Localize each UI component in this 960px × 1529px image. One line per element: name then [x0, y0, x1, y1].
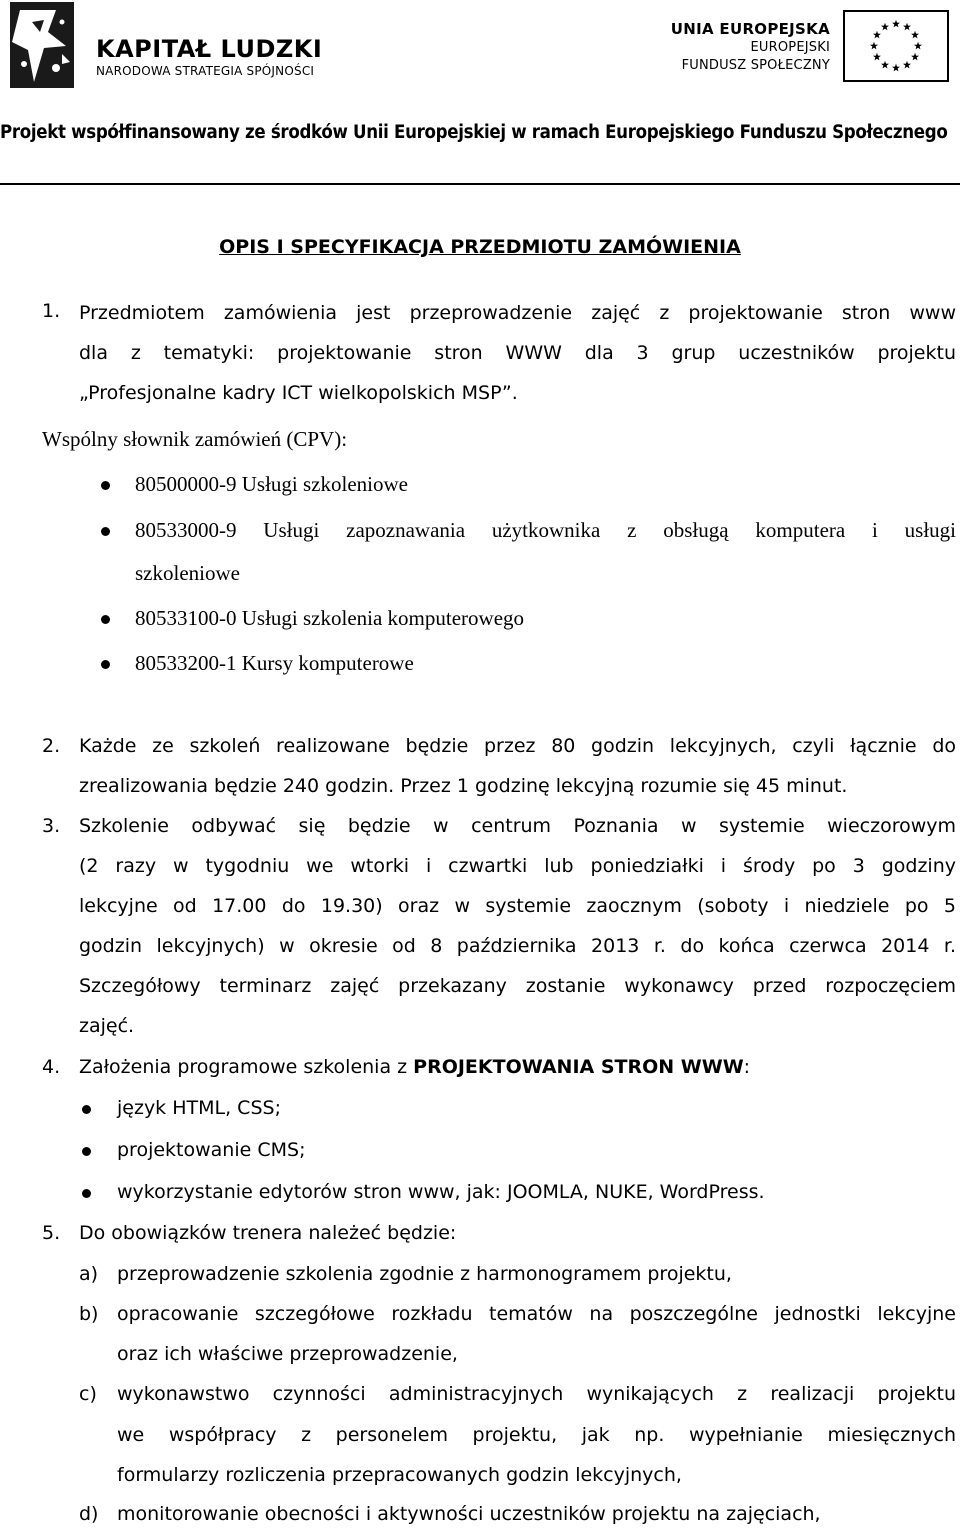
eu-line-2: EUROPEJSKI	[750, 40, 830, 55]
eu-star-icon	[870, 42, 878, 50]
eu-fund-text	[671, 20, 830, 75]
page-title: OPIS I SPECYFIKACJA PRZEDMIOTU ZAMÓWIENIA	[219, 236, 741, 258]
item-5-line: we współpracy z personelem projektu, jak np. wypełnianie miesięcznych	[117, 1424, 956, 1446]
kapital-ludzki-subtitle: NARODOWA STRATEGIA SPÓJNOŚCI	[96, 64, 315, 78]
cpv-item: 80533000-9 Usługi zapoznawania użytkownika z obsługą komputera i usługi	[135, 518, 956, 542]
eu-star-icon	[911, 53, 919, 61]
eu-star-icon	[881, 61, 889, 69]
eu-star-icon	[914, 42, 922, 50]
item-1-line: dla z tematyki: projektowanie stron WWW dla 3 grup uczestników projektu	[79, 342, 956, 364]
item-5-line: formularzy rozliczenia przepracowanych godzin lekcyjnych,	[117, 1464, 682, 1486]
bullet-icon	[82, 1105, 91, 1114]
eu-line-3: FUNDUSZ SPOŁECZNY	[681, 58, 830, 73]
eu-star-icon	[873, 31, 881, 39]
item-5-line: przeprowadzenie szkolenia zgodnie z harmonogramem projektu,	[117, 1263, 732, 1285]
eu-star-icon	[903, 23, 911, 31]
item-1-line: Przedmiotem zamówienia jest przeprowadzenie zajęć z projektowanie stron www	[79, 302, 956, 324]
item-4-intro: Założenia programowe szkolenia z PROJEKTOWANIA STRON WWW:	[79, 1056, 751, 1078]
item-5-intro: Do obowiązków trenera należeć będzie:	[79, 1222, 457, 1244]
item-1-line: „Profesjonalne kadry ICT wielkopolskich MSP”.	[79, 382, 518, 404]
item-3-line: lekcyjne od 17.00 do 19.30) oraz w systemie zaocznym (soboty i niedziele po 5	[79, 895, 956, 917]
item-3-line: Szkolenie odbywać się będzie w centrum Poznania w systemie wieczorowym	[79, 815, 956, 837]
eu-star-icon	[911, 31, 919, 39]
cpv-item-continued: szkoleniowe	[135, 561, 240, 585]
eu-star-icon	[873, 53, 881, 61]
item-4-strong-topic: PROJEKTOWANIA STRON WWW	[413, 1056, 744, 1078]
bullet-icon	[82, 1147, 91, 1156]
item-3-line: (2 razy w tygodniu we wtorki i czwartki lub poniedziałki i środy po 3 godziny	[79, 855, 956, 877]
item-5-letter-a: a)	[79, 1263, 99, 1285]
header-divider	[0, 183, 960, 185]
item-3-line: godzin lekcyjnych) w okresie od 8 października 2013 r. do końca czerwca 2014 r.	[79, 935, 956, 957]
item-2-line: Każde ze szkoleń realizowane będzie przez 80 godzin lekcyjnych, czyli łącznie do	[79, 735, 956, 757]
item-5-number: 5.	[42, 1222, 61, 1244]
bullet-icon	[101, 481, 110, 490]
cpv-heading: Wspólny słownik zamówień (CPV):	[42, 427, 348, 451]
bullet-icon	[101, 615, 110, 624]
cpv-item: 80533200-1 Kursy komputerowe	[135, 651, 414, 675]
item-5-letter-c: c)	[79, 1383, 97, 1405]
bullet-icon	[82, 1189, 91, 1198]
item-5-line: opracowanie szczegółowe rozkładu tematów na poszczególne jednostki lekcyjne	[117, 1303, 956, 1325]
item-5-letter-b: b)	[79, 1303, 99, 1325]
item-1-number: 1.	[42, 300, 61, 322]
eu-star-icon	[881, 23, 889, 31]
item-4-bullet: wykorzystanie edytorów stron www, jak: JOOMLA, NUKE, WordPress.	[117, 1181, 765, 1203]
item-4-number: 4.	[42, 1056, 61, 1078]
item-5-line: wykonawstwo czynności administracyjnych wynikających z realizacji projektu	[117, 1383, 956, 1405]
eu-star-icon	[903, 61, 911, 69]
kapital-ludzki-logo-icon	[4, 2, 84, 90]
item-3-number: 3.	[42, 815, 61, 837]
item-2-line: zrealizowania będzie 240 godzin. Przez 1 godzinę lekcyjną rozumie się 45 minut.	[79, 775, 848, 797]
cpv-item: 80533100-0 Usługi szkolenia komputerowego	[135, 606, 525, 630]
kapital-ludzki-title: KAPITAŁ LUDZKI	[96, 35, 323, 63]
item-5-letter-d: d)	[79, 1503, 99, 1525]
item-5-line: monitorowanie obecności i aktywności uczestników projektu na zajęciach,	[117, 1503, 821, 1525]
project-cofinancing-line: Projekt współfinansowany ze środków Unii Europejskiej w ramach Europejskiego Funduszu Społecznego	[0, 122, 948, 143]
item-2-number: 2.	[42, 735, 61, 757]
document-header	[0, 0, 960, 190]
item-4-bullet: język HTML, CSS;	[117, 1097, 281, 1119]
item-3-line: zajęć.	[79, 1015, 135, 1037]
eu-flag-stars-icon	[843, 10, 949, 82]
eu-star-icon	[892, 64, 900, 72]
cpv-item: 80500000-9 Usługi szkoleniowe	[135, 472, 408, 496]
item-4-bullet: projektowanie CMS;	[117, 1139, 306, 1161]
eu-line-1: UNIA EUROPEJSKA	[670, 20, 830, 38]
bullet-icon	[101, 527, 110, 536]
bullet-icon	[101, 660, 110, 669]
item-3-line: Szczegółowy terminarz zajęć przekazany zostanie wykonawcy przed rozpoczęciem	[79, 975, 956, 997]
eu-star-icon	[892, 20, 900, 28]
item-5-line: oraz ich właściwe przeprowadzenie,	[117, 1343, 458, 1365]
